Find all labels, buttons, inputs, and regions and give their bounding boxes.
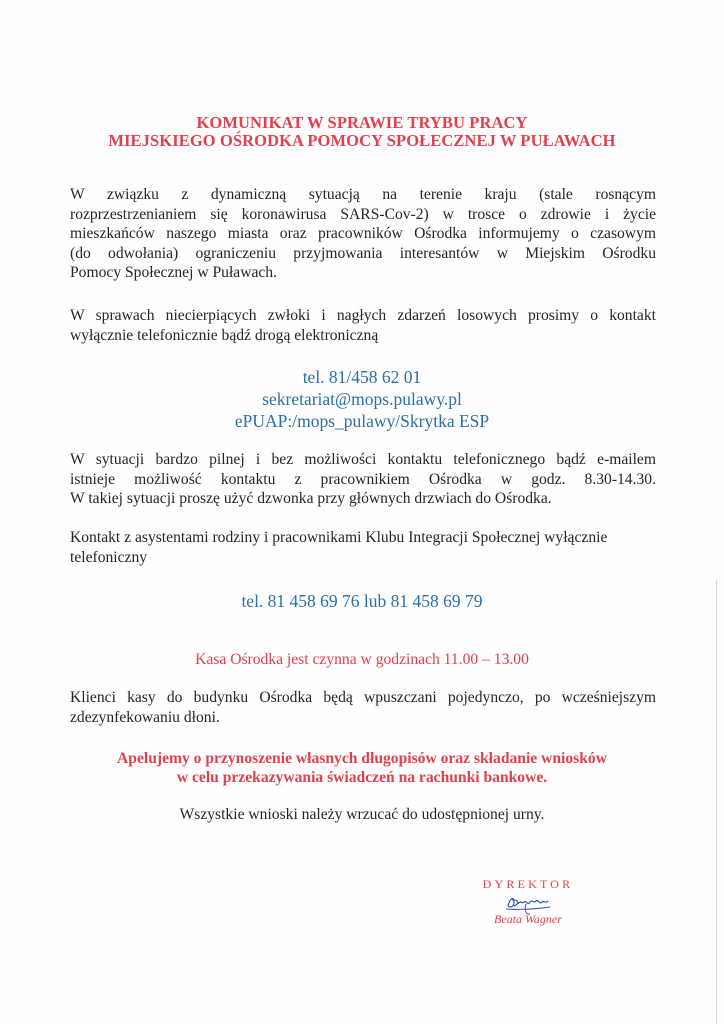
contact-epuap: ePUAP:/mops_pulawy/Skrytka ESP (234, 411, 490, 431)
urn-note: Wszystkie wnioski należy wrzucać do udostępnionej urny. (179, 806, 545, 823)
signature-role: DYREKTOR (482, 877, 574, 891)
intro-paragraph (70, 185, 656, 283)
urgent-line: W sprawach niecierpiących zwłoki i nagłych zdarzeń losowych prosimy o kontakt (70, 307, 656, 324)
cashier-line: zdezynfekowaniu dłoni. (70, 708, 220, 726)
cashier-line: Klienci kasy do budynku Ośrodka będą wpuszczani pojedynczo, po wcześniejszym (70, 689, 656, 706)
intro-line: rozprzestrzenianiem się koronawirusa SARS-Cov-2) w trosce o zdrowie i życie (70, 205, 656, 223)
intro-line: mieszkańców naszego miasta oraz pracowników Ośrodka informujemy o czasowym (70, 225, 656, 242)
appeal-line-1: Apelujemy o przynoszenie własnych długopisów oraz składanie wniosków (117, 750, 607, 767)
intro-line: (do odwołania) ograniczeniu przyjmowania interesantów w Miejskim Ośrodku (70, 244, 656, 262)
appeal-line-2: w celu przekazywania świadczeń na rachunki bankowe. (176, 769, 548, 786)
cashier-paragraph (70, 688, 656, 727)
title-line-1: KOMUNIKAT W SPRAWIE TRYBU PRACY (196, 113, 528, 132)
emergency-line: istnieje możliwość kontaktu z pracownikiem Ośrodka w godz. 8.30-14.30. (70, 470, 656, 488)
contact-email[interactable]: sekretariat@mops.pulawy.pl (262, 389, 462, 409)
assistants-phone: tel. 81 458 69 76 lub 81 458 69 79 (241, 591, 483, 611)
intro-line: Pomocy Społecznej w Puławach. (70, 264, 278, 281)
emergency-paragraph (70, 450, 656, 509)
intro-line: W związku z dynamiczną sytuacją na terenie kraju (stale rosnącym (70, 186, 656, 203)
emergency-line: W takiej sytuacji proszę użyć dzwonka przy głównych drzwiach do Ośrodka. (70, 490, 552, 507)
cashier-hours: Kasa Ośrodka jest czynna w godzinach 11.00 – 13.00 (195, 651, 529, 668)
assistants-line: telefoniczny (70, 548, 148, 566)
title-line-2: MIEJSKIEGO OŚRODKA POMOCY SPOŁECZNEJ W PUŁAWACH (108, 131, 616, 150)
urgent-paragraph (70, 306, 656, 345)
assistants-line: Kontakt z asystentami rodziny i pracownikami Klubu Integracji Społecznej wyłącznie (70, 529, 608, 546)
signature-name: Beata Wagner (494, 912, 562, 926)
scan-artifact-line (716, 580, 717, 1024)
assistants-paragraph (70, 528, 670, 567)
contact-phone: tel. 81/458 62 01 (302, 367, 422, 387)
emergency-line: W sytuacji bardzo pilnej i bez możliwości kontaktu telefonicznego bądź e-mailem (70, 451, 656, 468)
urgent-line: wyłącznie telefonicznie bądź drogą elektroniczną (70, 326, 379, 344)
